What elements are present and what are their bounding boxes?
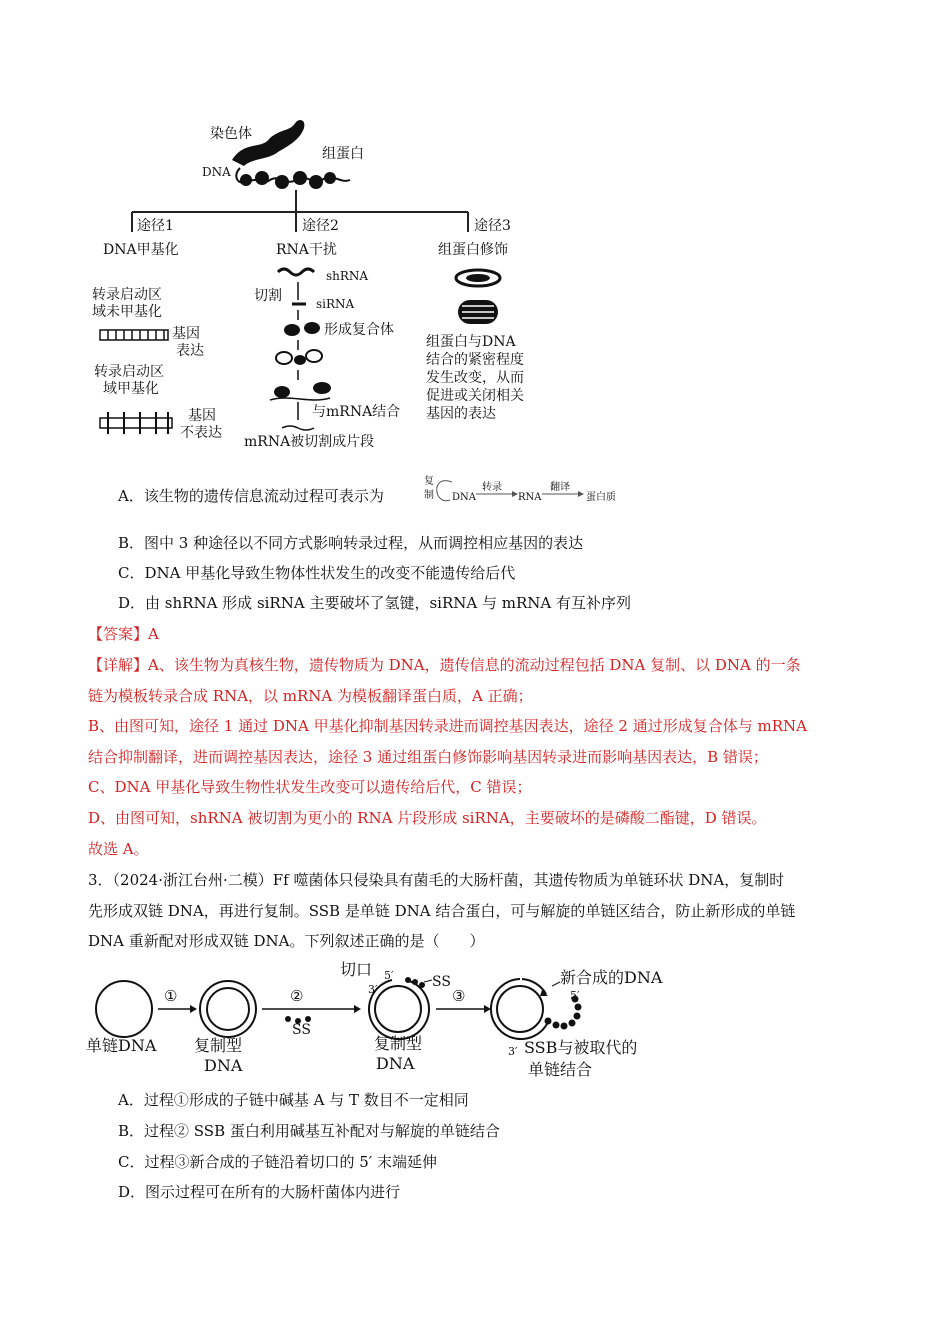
cut-label: 切割 [254,288,282,304]
step-2-label: ② [290,987,304,1005]
q3-option-d: D．图示过程可在所有的大肠杆菌体内进行 [118,1183,401,1201]
q2-explain-line-6: D、由图可知，shRNA 被切割为更小的 RNA 片段形成 siRNA，主要破坏的是磷酸二酯键，D 错误。 [88,809,767,827]
q3-stem-line-1: 3．（2024·浙江台州·二模）Ff 噬菌体只侵染具有菌毛的大肠杆菌，其遗传物质为单链环状 DNA，复制时 [88,871,785,889]
flow-dna: DNA [452,492,476,503]
five-prime-label-2: 5′ [570,989,580,1002]
q2-explain-line-4: 结合抑制翻译，进而调控基因表达，途径 3 通过组蛋白修饰影响基因转录进而影响基因表达，B 错误； [88,748,768,766]
path1-methylated-1: 转录启动区 [94,364,164,380]
path3-name: 组蛋白修饰 [438,242,508,258]
path2-title: 途径2 [302,218,339,234]
path1-unmethylated-2: 域未甲基化 [92,304,162,320]
q3-stem-line-3: DNA 重新配对形成双链 DNA。下列叙述正确的是（ ） [88,932,485,950]
path1-not-expressed-1: 基因 [188,408,216,424]
path3-title: 途径3 [474,218,511,234]
ss-right-label: SS [432,974,451,990]
q2-explain-line-3: B、由图可知，途径 1 通过 DNA 甲基化抑制基因转录进而调控基因表达，途径 2 通过形成复合体与 mRNA [88,717,807,735]
q2-explain-line-2: 链为模板转录合成 RNA，以 mRNA 为模板翻译蛋白质，A 正确； [88,687,533,705]
path1-title: 途径1 [137,218,174,234]
histone-label: 组蛋白 [322,146,364,162]
q2-explain-line-1: 【详解】A、该生物为真核生物，遗传物质为 DNA，遗传信息的流动过程包括 DNA 复制、以 DNA 的一条 [88,656,801,674]
flow-translate: 翻译 [550,482,570,493]
flow-transcribe: 转录 [482,482,502,493]
dna-label: DNA [202,165,231,179]
path3-desc-4: 促进或关闭相关 [426,388,524,404]
q2-option-c: C．DNA 甲基化导致生物体性状发生的改变不能遗传给后代 [118,564,516,582]
rf-dna2-label-2: DNA [376,1054,415,1073]
shrna-label: shRNA [326,269,369,283]
chromosome-label: 染色体 [210,126,252,142]
mrna-cut-label: mRNA被切割成片段 [244,434,375,450]
q2-option-d: D．由 shRNA 形成 siRNA 主要破坏了氢键，siRNA 与 mRNA 有互补序列 [118,594,631,612]
complex-label: 形成复合体 [324,322,394,338]
q3-option-b: B．过程② SSB 蛋白利用碱基互补配对与解旋的单链结合 [118,1122,500,1140]
flow-rna: RNA [518,492,542,503]
path1-expressed-2: 表达 [176,343,204,359]
path1-methylated-2: 域甲基化 [103,381,159,397]
five-prime-label: 5′ [384,969,394,982]
rf-dna-label-1: 复制型 [194,1036,243,1055]
path1-not-expressed-2: 不表达 [180,425,222,441]
flow-protein: 蛋白质 [586,492,616,503]
rf-dna2-label-1: 复制型 [374,1034,423,1053]
step-1-label: ① [164,987,178,1005]
q2-option-b: B．图中 3 种途径以不同方式影响转录过程，从而调控相应基因的表达 [118,534,584,552]
path3-desc-5: 基因的表达 [426,406,496,422]
three-prime-label-2: 3′ [508,1045,518,1058]
path1-name: DNA甲基化 [103,242,179,258]
replicate-char-2: 制 [424,490,434,501]
q2-explain-line-7: 故选 A。 [88,840,149,858]
three-prime-label: 3′ [368,983,378,996]
new-dna-label: 新合成的DNA [560,968,663,987]
q3-option-c: C．过程③新合成的子链沿着切口的 5′ 末端延伸 [118,1153,437,1171]
step-3-label: ③ [452,987,466,1005]
ss-dna-label: 单链DNA [86,1036,157,1055]
path1-expressed-1: 基因 [172,326,200,342]
q3-option-a: A．过程①形成的子链中碱基 A 与 T 数目不一定相同 [118,1091,469,1109]
path3-desc-1: 组蛋白与DNA [426,334,516,350]
q3-stem-line-2: 先形成双链 DNA，再进行复制。SSB 是单链 DNA 结合蛋白，可与解旋的单链区结合，防止新形成的单链 [88,902,796,920]
rf-dna-label-2: DNA [204,1056,243,1075]
q2-answer: 【答案】A [88,625,159,643]
path1-unmethylated-1: 转录启动区 [92,287,162,303]
path2-name: RNA干扰 [276,242,337,258]
path3-desc-2: 结合的紧密程度 [426,352,524,368]
ssb-label-2: 单链结合 [528,1060,593,1079]
bind-mrna-label: 与mRNA结合 [312,404,401,420]
q2-explain-line-5: C、DNA 甲基化导致生物性状发生改变可以遗传给后代，C 错误； [88,778,532,796]
ssb-label-1: SSB与被取代的 [524,1038,638,1057]
nick-label: 切口 [340,960,373,979]
q2-option-a: A．该生物的遗传信息流动过程可表示为 [118,487,384,505]
ss-label: SS [292,1022,311,1038]
replicate-char-1: 复 [424,476,434,487]
path3-desc-3: 发生改变，从而 [426,370,524,386]
sirna-label: siRNA [316,297,355,311]
